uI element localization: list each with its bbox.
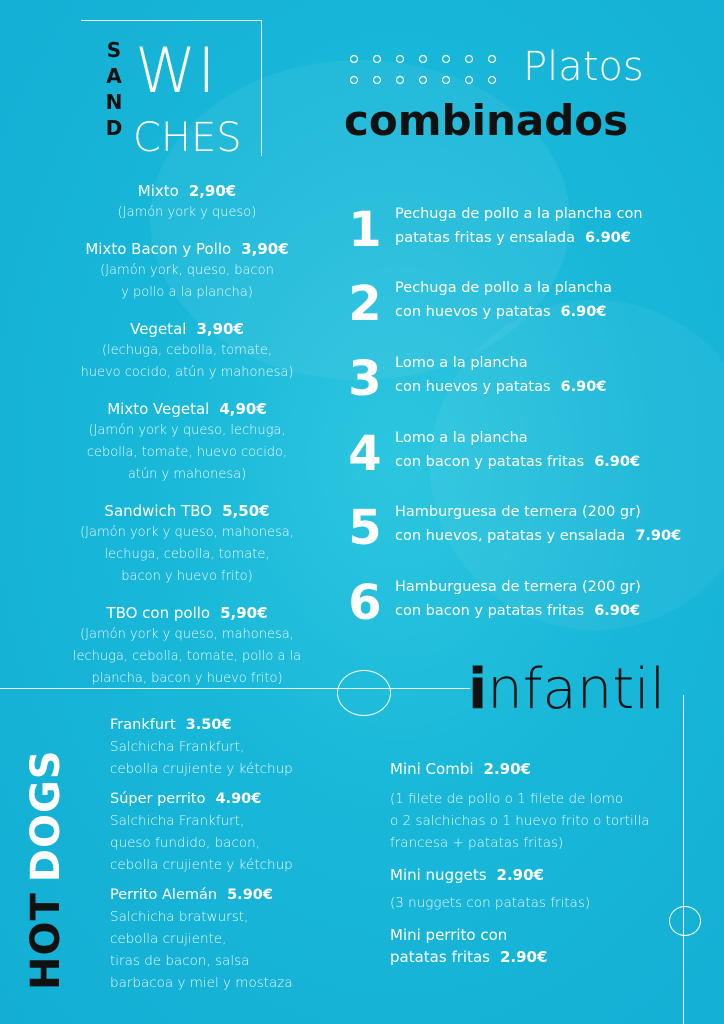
sandwich-name: Mixto: [137, 182, 179, 200]
hotdog-desc: cebolla crujiente y kétchup: [110, 761, 293, 777]
combo-number: 3: [348, 351, 382, 407]
sandwich-name: TBO con pollo: [106, 604, 211, 622]
infantil-desc: francesa + patatas fritas): [390, 835, 564, 851]
hotdog-desc: Salchicha Frankfurt,: [110, 813, 245, 829]
sandwich-price: 5,90€: [220, 604, 268, 622]
logo-letter: S: [106, 38, 122, 62]
combo-number: 6: [348, 575, 382, 631]
infantil-item: [390, 864, 680, 914]
combo-line: con huevos y patatas: [395, 379, 551, 395]
combo-line: con huevos, patatas y ensalada: [395, 528, 626, 544]
combo-item: [345, 202, 705, 262]
hot-word: HOT: [23, 892, 69, 990]
combo-line: Lomo a la plancha: [395, 430, 528, 446]
hotdog-desc: tiras de bacon, salsa: [110, 953, 250, 969]
combo-line: con bacon y patatas fritas: [395, 603, 585, 619]
combo-item: [345, 426, 705, 486]
hotdog-desc: cebolla crujiente,: [110, 931, 227, 947]
combo-number: 2: [348, 276, 382, 332]
combo-line: Hamburguesa de ternera (200 gr): [395, 579, 641, 595]
combo-item: [345, 351, 705, 411]
hotdog-name: Perrito Alemán: [110, 887, 218, 903]
sandwich-desc: (Jamón york y queso): [117, 205, 257, 220]
sandwich-item: [42, 500, 332, 588]
infantil-price: 2.90€: [499, 948, 548, 966]
dogs-word: DOGS: [23, 749, 69, 883]
combo-price: 7.90€: [635, 528, 682, 544]
combo-line: Pechuga de pollo a la plancha: [395, 280, 612, 296]
hotdog-name: Súper perrito: [110, 791, 206, 807]
hotdog-price: 3.50€: [185, 717, 232, 733]
combo-price: 6.90€: [594, 603, 641, 619]
logo-letter: D: [105, 116, 123, 140]
sandwich-desc: (Jamón york y queso, mahonesa,: [80, 525, 294, 540]
combo-line: con bacon y patatas fritas: [395, 454, 585, 470]
logo-ches: CHES: [133, 115, 242, 161]
infantil-name: Mini nuggets: [390, 866, 487, 884]
sandwich-desc: bacon y huevo frito): [121, 569, 253, 584]
sandwich-desc: (lechuga, cebolla, tomate,: [101, 343, 273, 358]
sandwich-price: 3,90€: [241, 240, 289, 258]
hotdog-price: 5.90€: [227, 887, 273, 903]
combo-price: 6.90€: [584, 230, 631, 246]
hotdog-desc: barbacoa y miel y mostaza: [110, 975, 293, 991]
combo-item: [345, 575, 705, 635]
platos-title: Platos: [523, 44, 644, 90]
infantil-item: [390, 924, 680, 968]
combo-price: 6.90€: [594, 454, 641, 470]
hotdog-price: 4.90€: [215, 791, 262, 807]
sandwich-desc: lechuga, cebolla, tomate, pollo a la: [72, 649, 302, 664]
infantil-name: Mini Combi: [390, 760, 474, 778]
hotdog-desc: Salchicha bratwurst,: [110, 909, 249, 925]
hotdog-item: [110, 714, 340, 780]
hotdog-desc: Salchicha Frankfurt,: [110, 739, 245, 755]
sandwich-item: [42, 398, 332, 486]
sandwich-desc: (Jamón york y queso, lechuga,: [88, 423, 286, 438]
infantil-price: 2.90€: [483, 760, 531, 778]
infantil-title: [468, 655, 665, 725]
combo-price: 6.90€: [560, 304, 607, 320]
hotdog-desc: cebolla crujiente y kétchup: [110, 857, 293, 873]
infantil-name: patatas fritas: [390, 948, 490, 966]
infantil-desc: o 2 salchichas o 1 huevo frito o tortilla: [390, 813, 650, 829]
hotdog-item: [110, 788, 340, 876]
sandwich-desc: atún y mahonesa): [127, 467, 247, 482]
combo-line: Lomo a la plancha: [395, 355, 528, 371]
sandwich-name: Mixto Vegetal: [107, 400, 210, 418]
sandwich-item: [42, 238, 332, 304]
sandwich-price: 4,90€: [219, 400, 267, 418]
combo-line: patatas fritas y ensalada: [395, 230, 575, 246]
logo-letter: A: [106, 64, 122, 88]
circle-decoration: [337, 670, 391, 716]
combo-item: [345, 500, 705, 560]
infantil-item: [390, 758, 680, 854]
sandwich-price: 5,50€: [222, 502, 270, 520]
sandwich-price: 2,90€: [188, 182, 237, 200]
combo-number: 1: [348, 202, 382, 258]
sandwich-desc: huevo cocido, atún y mahonesa): [80, 365, 294, 380]
logo-wi: WI: [135, 34, 217, 107]
sandwich-item: [42, 180, 332, 224]
infantil-title-rest: nfantil: [487, 657, 666, 722]
sandwich-desc: y pollo a la plancha): [121, 285, 253, 300]
hotdogs-title: [20, 749, 72, 990]
infantil-price: 2.90€: [496, 866, 544, 884]
infantil-title-initial: i: [468, 657, 488, 722]
sandwich-desc: (Jamón york y queso, mahonesa,: [80, 627, 294, 642]
sandwich-desc: cebolla, tomate, huevo cocido,: [86, 445, 288, 460]
infantil-desc: (3 nuggets con patatas fritas): [390, 895, 591, 911]
combinados-title: combinados: [344, 96, 629, 145]
combo-item: [345, 276, 705, 336]
sandwich-item: [42, 602, 332, 690]
sandwich-desc: plancha, bacon y huevo frito): [91, 671, 283, 686]
divider-line: [0, 688, 470, 689]
logo-letter: N: [105, 90, 123, 114]
hotdog-name: Frankfurt: [110, 717, 176, 733]
infantil-list: [390, 758, 680, 978]
hotdog-desc: queso fundido, bacon,: [110, 835, 260, 851]
infantil-name: Mini perrito con: [390, 926, 508, 944]
sandwich-list: [42, 180, 332, 704]
sandwich-name: Mixto Bacon y Pollo: [85, 240, 232, 258]
divider-line: [683, 695, 684, 1024]
hotdog-item: [110, 884, 340, 994]
sandwich-desc: lechuga, cebolla, tomate,: [104, 547, 270, 562]
sandwich-name: Vegetal: [130, 320, 187, 338]
sandwich-item: [42, 318, 332, 384]
combo-number: 4: [348, 426, 382, 482]
dots-decoration: [349, 54, 511, 86]
combo-line: con huevos y patatas: [395, 304, 551, 320]
combo-price: 6.90€: [560, 379, 607, 395]
sandwich-name: Sandwich TBO: [104, 502, 213, 520]
infantil-desc: (1 filete de pollo o 1 filete de lomo: [390, 791, 624, 807]
hotdog-list: [110, 714, 340, 1002]
sandwich-desc: (Jamón york, queso, bacon: [100, 263, 274, 278]
combo-line: Hamburguesa de ternera (200 gr): [395, 504, 641, 520]
combo-line: Pechuga de pollo a la plancha con: [395, 206, 643, 222]
sandwich-price: 3,90€: [196, 320, 244, 338]
combo-number: 5: [348, 500, 382, 556]
